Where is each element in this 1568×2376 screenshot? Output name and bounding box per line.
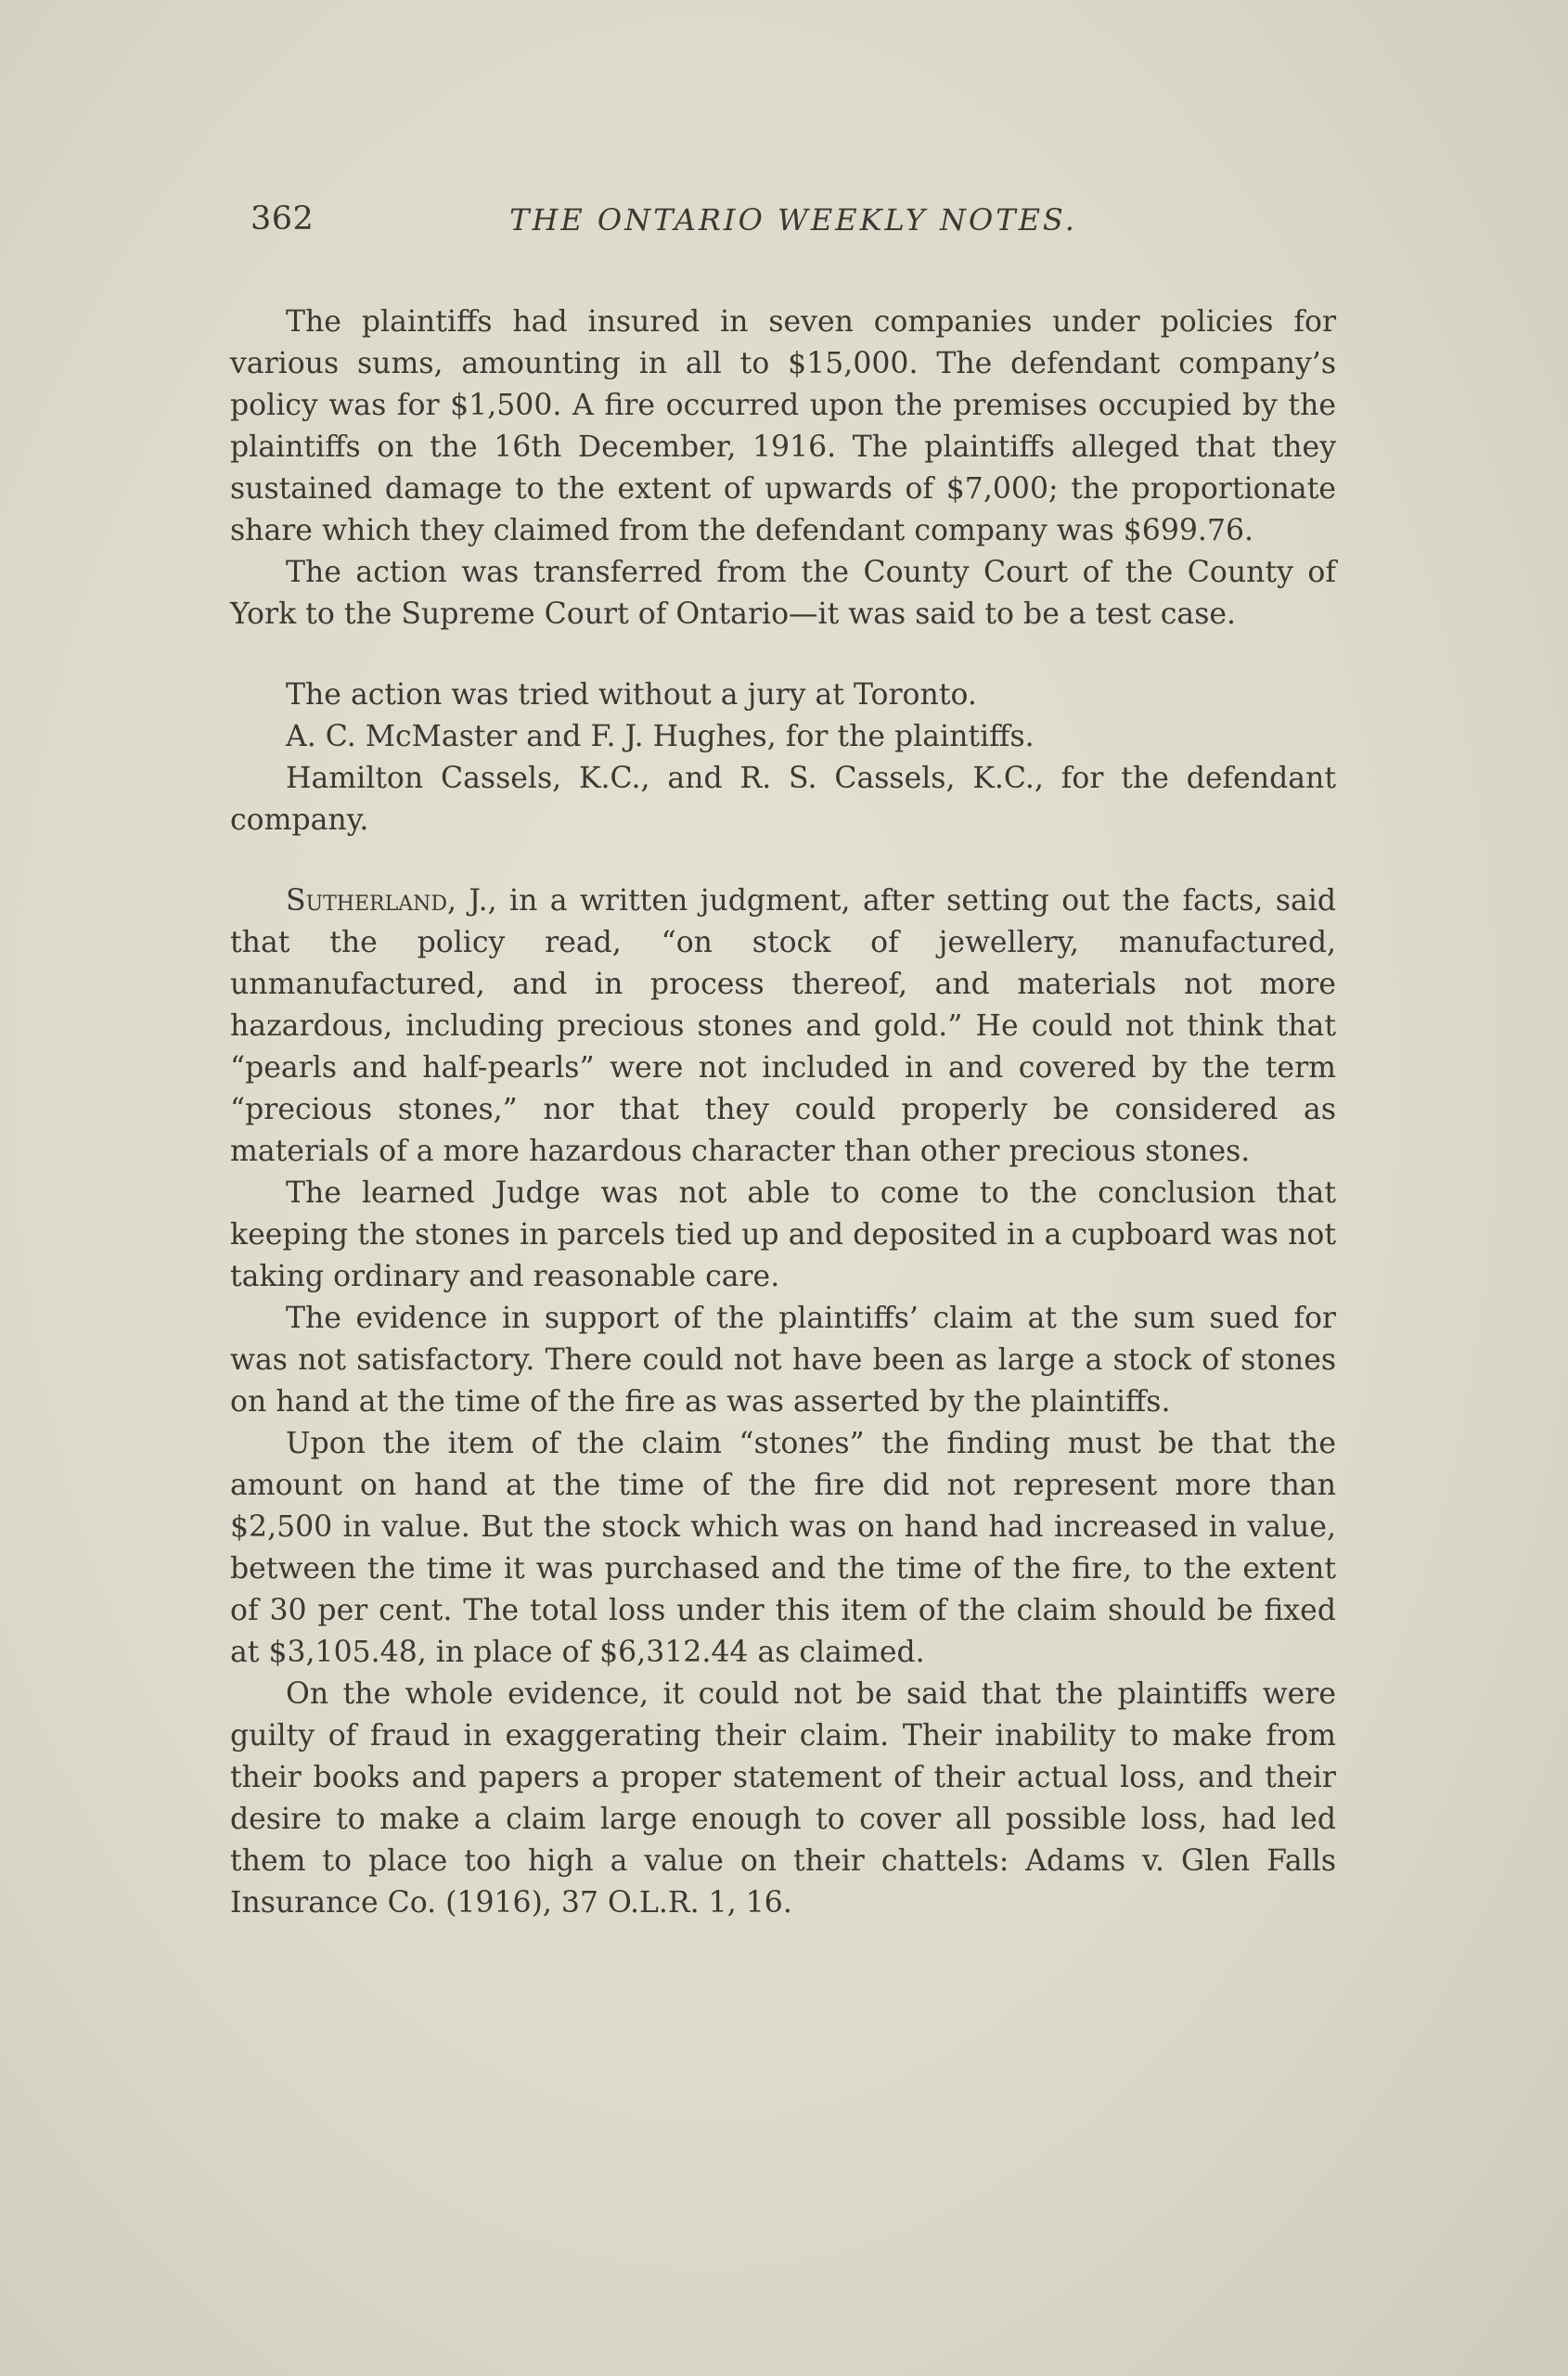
judge-name: Sutherland, <box>286 884 457 918</box>
paragraph-defendant-counsel: Hamilton Cassels, K.C., and R. S. Cassels, K.C., for the defendant company. <box>230 762 1336 837</box>
paragraph-transfer: The action was transferred from the County Court of the County of York to the Supreme Court of Ontario—it was said to be a test case. <box>230 556 1336 631</box>
page-body <box>230 302 1336 1924</box>
paragraph-care: The learned Judge was not able to come to the conclusion that keeping the stones in parcels tied up and deposited in a cupboard was not taking ordinary and reasonable care. <box>230 1176 1336 1293</box>
paragraph-plaintiffs-counsel: A. C. McMaster and F. J. Hughes, for the plaintiffs. <box>286 720 1035 753</box>
paragraph-whole-evidence: On the whole evidence, it could not be said that the plaintiffs were guilty of fraud in exaggerating their claim. Their inability to make from their books and papers a proper statement of their actual loss, and their desire to make a claim large enough to cover all possible loss, had led them to place too high a value on their chattels: Adams v. Glen Falls Insurance Co. (1916), 37 O.L.R. 1, 16. <box>230 1677 1336 1920</box>
paragraph-trial: The action was tried without a jury at Toronto. <box>286 678 977 712</box>
paragraph-facts: The plaintiffs had insured in seven companies under policies for various sums, amounting in all to $15,000. The defendant company’s policy was for $1,500. A fire occurred upon the premises occupied by the plaintiffs on the 16th December, 1916. The plaintiffs alleged that they sustained damage to the extent of upwards of $7,000; the proportionate share which they claimed from the defendant company was $699.76. <box>230 305 1336 547</box>
paragraph-judgment <box>230 880 1336 1173</box>
paragraph-evidence: The evidence in support of the plaintiffs’ claim at the sum sued for was not satisfactory. There could not have been as large a stock of stones on hand at the time of the fire as was asserted by the plaintiffs. <box>230 1302 1336 1419</box>
running-head: THE ONTARIO WEEKLY NOTES. <box>509 202 1077 238</box>
paragraph-stones: Upon the item of the claim “stones” the finding must be that the amount on hand at the time of the fire did not represent more than $2,500 in value. But the stock which was on hand had increased in value, between the time it was purchased and the time of the fire, to the extent of 30 per cent. The total loss under this item of the claim should be fixed at $3,105.48, in place of $6,312.44 as claimed. <box>230 1427 1336 1669</box>
page-header <box>251 200 1336 256</box>
judgment-text: J., in a written judgment, after setting out the facts, said that the policy read, “on stock of jewellery, manufactured, unmanufactured, and in process thereof, and materials not more hazardous, including precious stones and gold.” He could not think that “pearls and half-pearls” were not included in and covered by the term “precious stones,” nor that they could properly be considered as materials of a more hazardous character than other precious stones. <box>230 884 1337 1168</box>
page-number: 362 <box>251 200 315 238</box>
